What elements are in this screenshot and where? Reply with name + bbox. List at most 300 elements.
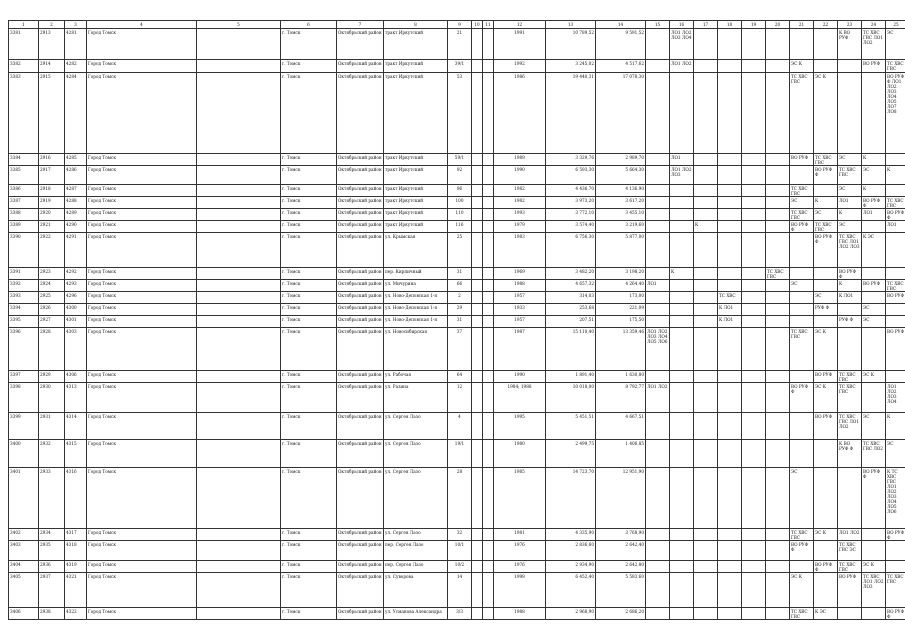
table-cell: 2913 — [39, 29, 65, 60]
table-cell: ЭС К — [814, 529, 838, 541]
table-row — [9, 561, 905, 573]
table-cell: 4285 — [65, 154, 87, 166]
table-cell: 37 — [448, 328, 472, 371]
table-row — [9, 233, 905, 268]
table-cell: ТС ХВС ГВС — [790, 608, 814, 620]
table-cell: 3 329,76 — [546, 154, 596, 166]
table-cell: 4290 — [65, 221, 87, 233]
table-cell: г. Томск — [281, 541, 337, 561]
table-cell — [670, 221, 694, 233]
table-cell: г. Томск — [281, 292, 337, 304]
table-cell — [742, 73, 766, 154]
table-cell — [646, 316, 670, 328]
table-cell: 4301 — [65, 316, 87, 328]
table-cell — [472, 209, 483, 221]
table-cell — [886, 541, 905, 561]
table-cell: 2916 — [39, 154, 65, 166]
table-cell — [766, 185, 790, 197]
table-cell: 4286 — [65, 166, 87, 185]
table-cell: 2 642,40 — [596, 541, 646, 561]
table-cell: 3394 — [9, 304, 39, 316]
table-cell — [694, 197, 718, 209]
table-cell: Город Томск — [87, 292, 197, 304]
table-cell: 3406 — [9, 608, 39, 620]
table-cell: г. Томск — [281, 468, 337, 529]
table-cell: 3388 — [9, 209, 39, 221]
table-cell: 32 — [448, 529, 472, 541]
table-cell: ВО РУФ — [862, 60, 886, 73]
table-cell — [718, 221, 742, 233]
table-cell — [472, 573, 483, 608]
table-cell: 2917 — [39, 166, 65, 185]
column-number: 15 — [646, 21, 670, 29]
table-cell — [694, 440, 718, 468]
table-cell — [838, 468, 862, 529]
table-cell — [472, 383, 483, 413]
table-cell: Город Томск — [87, 29, 197, 60]
table-cell — [718, 60, 742, 73]
table-cell — [483, 561, 494, 573]
table-cell: 2915 — [39, 73, 65, 154]
table-row — [9, 268, 905, 280]
table-cell — [790, 268, 814, 280]
table-cell: 4 517,62 — [596, 60, 646, 73]
table-cell — [886, 371, 905, 383]
table-cell: 64 — [448, 371, 472, 383]
table-row — [9, 608, 905, 620]
table-cell — [742, 304, 766, 316]
table-cell — [742, 268, 766, 280]
table-cell — [670, 371, 694, 383]
table-cell — [694, 280, 718, 292]
column-number: 16 — [670, 21, 694, 29]
table-cell — [646, 29, 670, 60]
table-cell — [694, 383, 718, 413]
table-cell: 2923 — [39, 268, 65, 280]
table-cell: ЭС К — [790, 60, 814, 73]
table-cell — [790, 166, 814, 185]
table-cell: 1969 — [494, 268, 546, 280]
table-cell: 2929 — [39, 371, 65, 383]
table-cell: 12 951,90 — [596, 468, 646, 529]
table-cell — [483, 268, 494, 280]
table-cell — [742, 383, 766, 413]
table-cell — [197, 233, 281, 268]
table-cell: 1979 — [494, 221, 546, 233]
table-cell — [483, 209, 494, 221]
table-cell: ТС ХВС ГВС — [886, 60, 905, 73]
table-cell: 2 934,90 — [546, 561, 596, 573]
table-cell — [483, 541, 494, 561]
table-cell: ул. Суворова — [384, 573, 448, 608]
table-cell: 3383 — [9, 73, 39, 154]
table-cell: 110 — [448, 209, 472, 221]
table-cell: г. Томск — [281, 383, 337, 413]
table-cell: 3396 — [9, 328, 39, 371]
table-cell — [646, 166, 670, 185]
table-cell: К ВО РУФ Ф — [838, 440, 862, 468]
table-cell: г. Томск — [281, 529, 337, 541]
table-cell: 1933 — [494, 304, 546, 316]
column-number: 5 — [197, 21, 281, 29]
table-cell: 1990 — [494, 166, 546, 185]
table-cell: ВО РУФ — [862, 280, 886, 292]
table-cell — [197, 29, 281, 60]
table-cell — [814, 185, 838, 197]
table-cell — [766, 316, 790, 328]
table-cell: г. Томск — [281, 209, 337, 221]
table-cell — [472, 413, 483, 440]
table-cell: г. Томск — [281, 328, 337, 371]
table-cell — [814, 268, 838, 280]
table-cell: ВО РУФ Ф — [790, 383, 814, 413]
table-cell: 4317 — [65, 529, 87, 541]
table-cell: 221,09 — [596, 304, 646, 316]
table-cell: РУФ Ф — [814, 304, 838, 316]
table-cell: 2932 — [39, 440, 65, 468]
table-cell: К ЛО1 — [838, 292, 862, 304]
table-cell: 3389 — [9, 221, 39, 233]
table-cell — [646, 292, 670, 304]
table-cell: Октябрьский район — [337, 608, 384, 620]
column-number: 23 — [838, 21, 862, 29]
table-cell — [694, 561, 718, 573]
table-cell — [694, 541, 718, 561]
table-cell: ТС ХВС ГВС — [766, 268, 790, 280]
table-cell — [197, 73, 281, 154]
table-cell — [197, 197, 281, 209]
table-cell — [646, 197, 670, 209]
table-cell: Город Томск — [87, 209, 197, 221]
table-cell — [483, 371, 494, 383]
table-cell: 3386 — [9, 185, 39, 197]
table-cell: 3 455,10 — [596, 209, 646, 221]
table-cell: ВО РУФ Ф — [862, 468, 886, 529]
table-cell — [838, 304, 862, 316]
table-cell — [472, 221, 483, 233]
register-table — [8, 20, 905, 620]
table-cell: Город Томск — [87, 413, 197, 440]
table-cell — [197, 221, 281, 233]
table-cell: Октябрьский район — [337, 371, 384, 383]
table-cell — [197, 166, 281, 185]
table-cell — [862, 268, 886, 280]
table-cell — [718, 233, 742, 268]
table-cell: 2928 — [39, 328, 65, 371]
table-cell — [886, 268, 905, 280]
table-cell — [483, 440, 494, 468]
table-cell — [483, 29, 494, 60]
table-cell: ул. Ново-Деповская 1-я — [384, 292, 448, 304]
table-cell: 17 078,30 — [596, 73, 646, 154]
table-cell: ЛО1 ЛО2 ЛО3 ЛО4 — [670, 29, 694, 60]
table-row — [9, 304, 905, 316]
table-cell — [838, 60, 862, 73]
table-cell: Октябрьский район — [337, 304, 384, 316]
table-cell — [790, 440, 814, 468]
table-cell — [483, 468, 494, 529]
table-cell: ул. Сергея Лазо — [384, 413, 448, 440]
table-cell — [790, 413, 814, 440]
column-number: 12 — [494, 21, 546, 29]
table-cell: ЛО1 ЛО2 ЛО3 ЛО4 — [886, 383, 905, 413]
table-cell: ЭС — [790, 468, 814, 529]
table-row — [9, 197, 905, 209]
table-cell — [742, 154, 766, 166]
table-cell — [646, 608, 670, 620]
table-cell: 10/1 — [448, 541, 472, 561]
table-cell: 4 335,90 — [546, 529, 596, 541]
table-cell: 1981 — [494, 529, 546, 541]
table-cell: 3384 — [9, 154, 39, 166]
table-cell — [766, 328, 790, 371]
table-cell — [694, 573, 718, 608]
table-cell: 10 018,00 — [546, 383, 596, 413]
table-cell: ТС ХВС ГВС — [814, 221, 838, 233]
table-cell: ЭС К — [790, 573, 814, 608]
table-cell: 3 482,20 — [546, 268, 596, 280]
table-cell — [790, 29, 814, 60]
table-body — [9, 29, 905, 620]
table-cell — [742, 328, 766, 371]
table-cell — [886, 304, 905, 316]
table-cell: ТС ХВС ГВС — [838, 383, 862, 413]
table-cell: 5 583,60 — [596, 573, 646, 608]
table-cell — [814, 60, 838, 73]
table-cell — [838, 608, 862, 620]
table-cell: 4293 — [65, 280, 87, 292]
table-cell — [766, 73, 790, 154]
table-cell: 4287 — [65, 185, 87, 197]
table-cell — [670, 413, 694, 440]
table-cell: 2 968,90 — [546, 608, 596, 620]
table-cell — [472, 292, 483, 304]
column-number: 6 — [281, 21, 337, 29]
table-cell: 4306 — [65, 371, 87, 383]
table-cell: 1 891,40 — [546, 371, 596, 383]
table-cell — [646, 561, 670, 573]
table-cell: 1989 — [494, 154, 546, 166]
table-cell — [670, 233, 694, 268]
table-cell — [670, 608, 694, 620]
table-cell — [742, 292, 766, 304]
table-cell — [766, 383, 790, 413]
table-cell: ВО РУФ Ф — [814, 233, 838, 268]
table-cell — [814, 541, 838, 561]
table-cell: Город Томск — [87, 529, 197, 541]
table-cell: 1990 — [494, 371, 546, 383]
table-cell — [766, 292, 790, 304]
table-cell: 4296 — [65, 292, 87, 304]
table-cell — [862, 383, 886, 413]
table-cell: 2919 — [39, 197, 65, 209]
table-cell — [742, 221, 766, 233]
table-cell — [483, 573, 494, 608]
table-cell: г. Томск — [281, 573, 337, 608]
table-cell — [742, 573, 766, 608]
table-row — [9, 371, 905, 383]
table-cell: Октябрьский район — [337, 541, 384, 561]
table-cell: 4322 — [65, 608, 87, 620]
table-cell — [483, 73, 494, 154]
table-cell: 3401 — [9, 468, 39, 529]
table-cell — [694, 29, 718, 60]
table-cell: Октябрьский район — [337, 197, 384, 209]
table-row — [9, 316, 905, 328]
table-cell — [694, 328, 718, 371]
table-cell — [790, 304, 814, 316]
table-cell: К ЛО1 — [718, 316, 742, 328]
table-row — [9, 60, 905, 73]
table-cell — [766, 440, 790, 468]
table-cell: 5 451,51 — [546, 413, 596, 440]
table-cell: 1957 — [494, 292, 546, 304]
table-row — [9, 166, 905, 185]
table-cell: ЭС — [862, 413, 886, 440]
table-cell: г. Томск — [281, 413, 337, 440]
table-cell: г. Томск — [281, 304, 337, 316]
table-cell: тракт Иркутский — [384, 166, 448, 185]
table-cell: 1982 — [494, 185, 546, 197]
table-cell — [472, 154, 483, 166]
table-cell: г. Томск — [281, 268, 337, 280]
table-cell: 29 — [448, 304, 472, 316]
column-number: 7 — [337, 21, 384, 29]
table-cell — [694, 233, 718, 268]
table-cell: 2 642,80 — [596, 561, 646, 573]
table-cell: ТС ХВС ГВС — [790, 529, 814, 541]
table-cell — [670, 383, 694, 413]
table-cell — [742, 185, 766, 197]
table-cell: Город Томск — [87, 304, 197, 316]
table-cell: ТС ХВС ГВС — [838, 561, 862, 573]
table-cell — [718, 529, 742, 541]
table-cell — [718, 561, 742, 573]
table-cell: г. Томск — [281, 166, 337, 185]
table-cell — [862, 529, 886, 541]
table-cell: ВО РУФ Ф — [862, 197, 886, 209]
table-cell: 4292 — [65, 268, 87, 280]
table-cell: тракт Иркутский — [384, 209, 448, 221]
table-cell — [197, 316, 281, 328]
table-cell: К — [862, 154, 886, 166]
table-cell — [814, 280, 838, 292]
table-cell — [197, 573, 281, 608]
table-cell: 2 836,60 — [546, 541, 596, 561]
table-cell: 4 136,90 — [596, 185, 646, 197]
table-cell — [646, 371, 670, 383]
table-cell: ул. Мичурина — [384, 280, 448, 292]
table-cell: ВО РУФ Ф ЛО1 ЛО2 ЛО3 ЛО4 ЛО5 ЛО7 ЛО8 — [886, 73, 905, 154]
table-cell: 2 989,70 — [596, 154, 646, 166]
table-cell: Октябрьский район — [337, 221, 384, 233]
table-cell — [694, 185, 718, 197]
table-cell: ТС ХВС ГВС — [838, 166, 862, 185]
table-cell: ТС ХВС ГВС — [790, 328, 814, 371]
table-cell — [483, 413, 494, 440]
table-cell — [742, 166, 766, 185]
table-cell: Октябрьский район — [337, 529, 384, 541]
table-cell: Город Томск — [87, 233, 197, 268]
table-cell: 3 973,20 — [546, 197, 596, 209]
table-cell: ЭС К — [814, 383, 838, 413]
table-cell — [646, 60, 670, 73]
table-cell — [838, 73, 862, 154]
table-cell: ЛО1 — [886, 221, 905, 233]
table-cell — [790, 233, 814, 268]
table-cell — [472, 316, 483, 328]
table-cell: 92 — [448, 166, 472, 185]
table-cell — [670, 541, 694, 561]
table-cell — [742, 529, 766, 541]
table-cell: 1993 — [494, 209, 546, 221]
table-cell — [472, 371, 483, 383]
table-cell: ВО РУФ — [886, 328, 905, 371]
table-cell: К — [886, 413, 905, 440]
table-cell: 116 — [448, 221, 472, 233]
table-cell: ТС ХВС ГВС — [790, 185, 814, 197]
table-cell — [670, 328, 694, 371]
table-cell: 53 — [448, 73, 472, 154]
table-cell — [472, 73, 483, 154]
table-cell: ЛО1 — [862, 209, 886, 221]
table-cell: ЛО1 ЛО2 — [646, 383, 670, 413]
table-cell: Октябрьский район — [337, 166, 384, 185]
table-cell — [646, 221, 670, 233]
column-number: 25 — [886, 21, 905, 29]
table-cell — [862, 608, 886, 620]
table-cell — [694, 371, 718, 383]
table-cell: Город Томск — [87, 468, 197, 529]
table-cell: 2936 — [39, 561, 65, 573]
table-cell — [197, 608, 281, 620]
table-cell: 3392 — [9, 280, 39, 292]
table-cell — [646, 185, 670, 197]
table-cell: ЭС — [862, 316, 886, 328]
table-cell: 2918 — [39, 185, 65, 197]
table-cell — [646, 154, 670, 166]
table-cell — [766, 166, 790, 185]
table-cell — [718, 166, 742, 185]
column-number: 4 — [87, 21, 197, 29]
table-cell — [197, 440, 281, 468]
table-cell — [766, 541, 790, 561]
table-cell: Город Томск — [87, 60, 197, 73]
table-cell — [197, 413, 281, 440]
table-cell: ЭС — [862, 166, 886, 185]
table-cell — [766, 221, 790, 233]
table-cell — [670, 209, 694, 221]
table-cell: 4284 — [65, 73, 87, 154]
table-cell — [483, 154, 494, 166]
table-cell: 1983 — [494, 233, 546, 268]
table-cell — [646, 268, 670, 280]
table-cell: 1984; 1988 — [494, 383, 546, 413]
table-cell — [694, 304, 718, 316]
table-cell — [862, 221, 886, 233]
table-cell: Город Томск — [87, 73, 197, 154]
table-cell: 3382 — [9, 60, 39, 73]
table-cell: ЭС — [790, 197, 814, 209]
table-cell: Город Томск — [87, 440, 197, 468]
table-cell — [742, 316, 766, 328]
column-number: 14 — [596, 21, 646, 29]
table-cell — [742, 280, 766, 292]
table-cell: ТС ХВС ГВС — [886, 197, 905, 209]
table-cell: 28 — [448, 468, 472, 529]
table-cell — [197, 529, 281, 541]
table-cell: 3400 — [9, 440, 39, 468]
